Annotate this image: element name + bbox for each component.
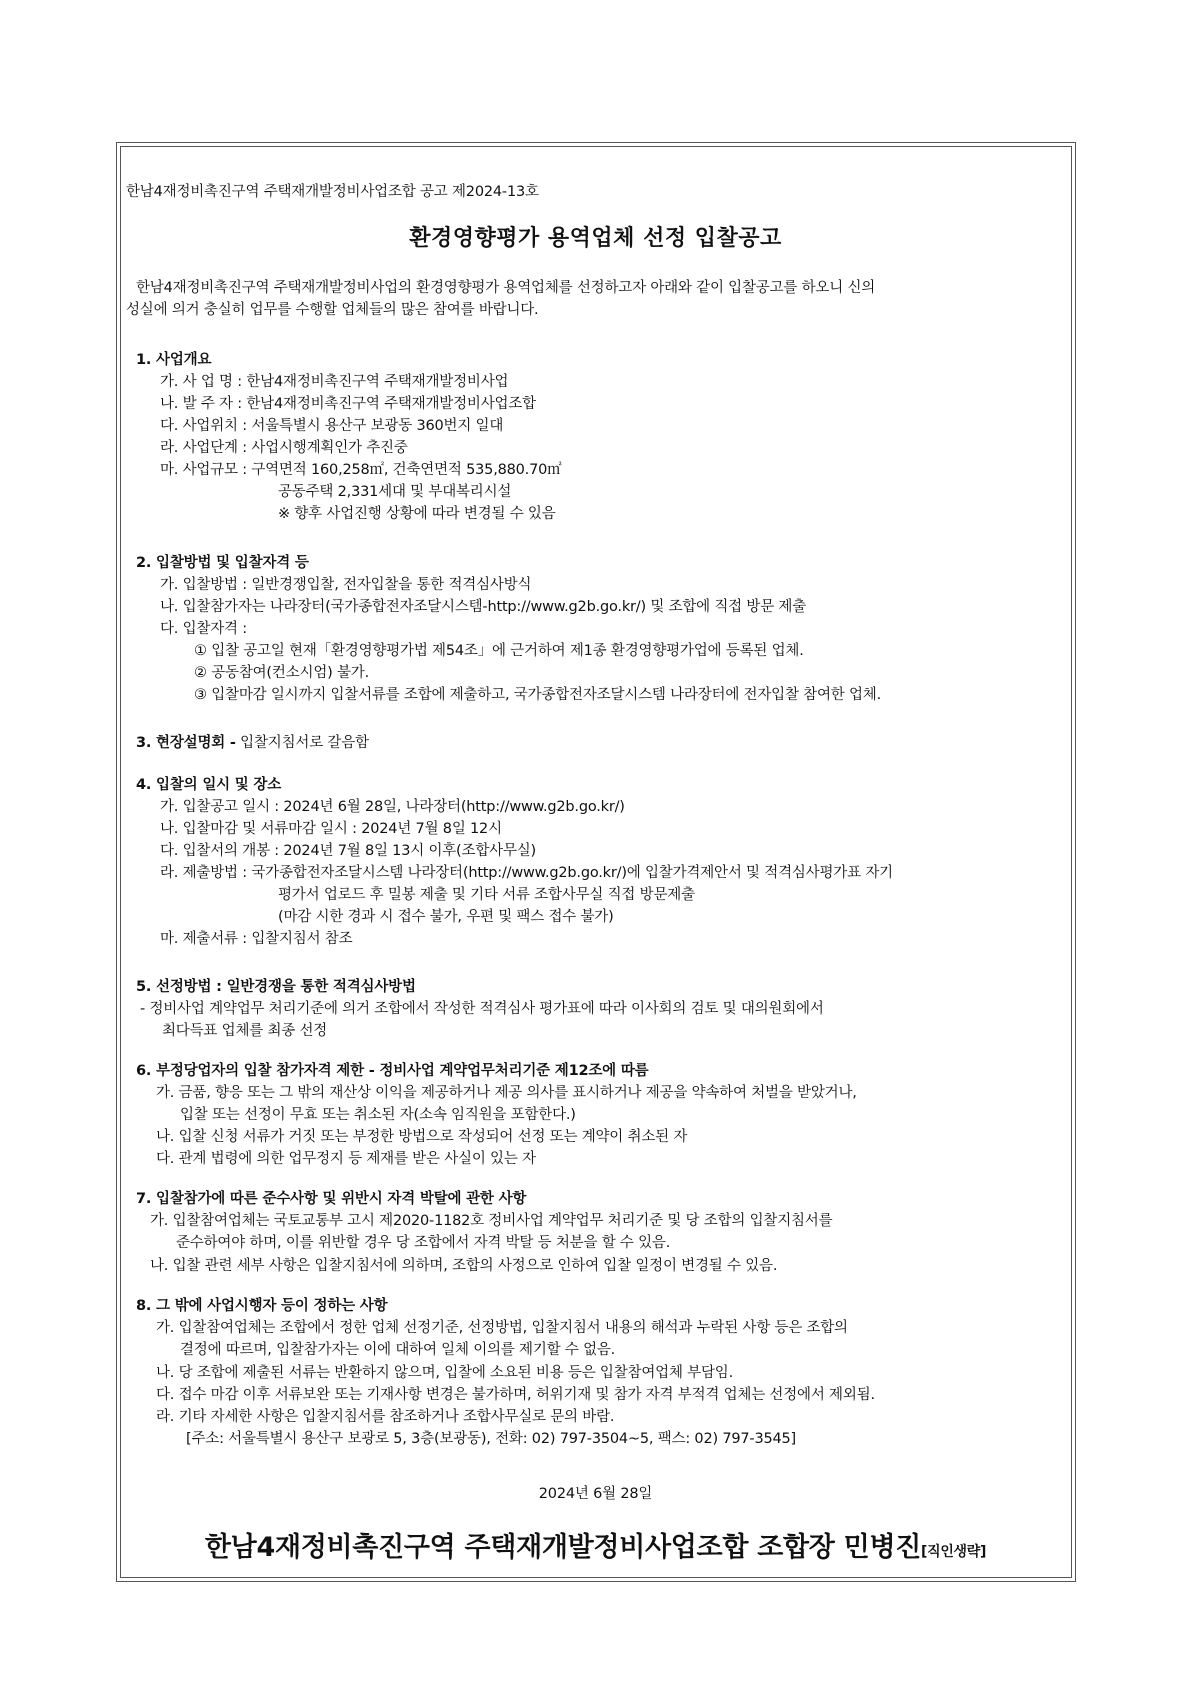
- section-1-item: 마. 사업규모 : 구역면적 160,258㎡, 건축연면적 535,880.70㎡: [160, 462, 562, 478]
- section-1-item: 라. 사업단계 : 사업시행계획인가 추진중: [160, 440, 408, 456]
- section-2-item: 가. 입찰방법 : 일반경쟁입찰, 전자입찰을 통한 적격심사방식: [160, 577, 532, 593]
- section-5-item: - 정비사업 계약업무 처리기준에 의거 조합에서 작성한 적격심사 평가표에 따라 이사회의 검토 및 대의원회에서: [140, 1001, 824, 1017]
- section-1-item: 가. 사 업 명 : 한남4재정비촉진구역 주택재개발정비사업: [160, 374, 509, 390]
- section-8-item: 다. 접수 마감 이후 서류보완 또는 기재사항 변경은 불가하며, 허위기재 및 참가 자격 부적격 업체는 선정에서 제외됨.: [156, 1387, 875, 1403]
- section-1-item: 공동주택 2,331세대 및 부대복리시설: [278, 484, 512, 500]
- section-1-note: ※ 향후 사업진행 상황에 따라 변경될 수 있음: [278, 506, 556, 522]
- signature-name: 한남4재정비촉진구역 주택재개발정비사업조합 조합장 민병진: [204, 1532, 922, 1563]
- section-4-item: 다. 입찰서의 개봉 : 2024년 7월 8일 13시 이후(조합사무실): [160, 843, 537, 859]
- section-6-heading: 6. 부정당업자의 입찰 참가자격 제한 - 정비사업 계약업무처리기준 제12조에 따름: [136, 1063, 649, 1079]
- section-8-item: 나. 당 조합에 제출된 서류는 반환하지 않으며, 입찰에 소요된 비용 등은 입찰참여업체 부담임.: [156, 1365, 733, 1381]
- notice-title: 환경영향평가 용역업체 선정 입찰공고: [409, 226, 782, 251]
- section-6-item: 나. 입찰 신청 서류가 거짓 또는 부정한 방법으로 작성되어 선정 또는 계약이 취소된 자: [156, 1129, 688, 1145]
- section-8-heading: 8. 그 밖에 사업시행자 등이 정하는 사항: [136, 1298, 388, 1314]
- section-2-subitem: ③ 입찰마감 일시까지 입찰서류를 조합에 제출하고, 국가종합전자조달시스템 나라장터에 전자입찰 참여한 업체.: [194, 687, 882, 703]
- intro-line-2: 성실에 의거 충실히 업무를 수행할 업체들의 많은 참여를 바랍니다.: [126, 302, 539, 318]
- notice-number: 한남4재정비촉진구역 주택재개발정비사업조합 공고 제2024-13호: [126, 184, 539, 200]
- signature: [0, 1530, 1191, 1570]
- section-7-heading: 7. 입찰참가에 따른 준수사항 및 위반시 자격 박탈에 관한 사항: [136, 1191, 527, 1207]
- section-6-item: 다. 관계 법령에 의한 업무정지 등 제재를 받은 사실이 있는 자: [156, 1151, 536, 1167]
- section-3-text: 입찰지침서로 갈음함: [240, 735, 369, 751]
- section-2-item: 나. 입찰참가자는 나라장터(국가종합전자조달시스템-http://www.g2b.go.kr/) 및 조합에 직접 방문 제출: [160, 599, 807, 615]
- notice-date: 2024년 6월 28일: [538, 1486, 653, 1502]
- section-1-item: 다. 사업위치 : 서울특별시 용산구 보광동 360번지 일대: [160, 418, 504, 434]
- section-2-subitem: ① 입찰 공고일 현재「환경영향평가법 제54조」에 근거하여 제1종 환경영향평가업에 등록된 업체.: [194, 643, 804, 659]
- section-1-heading: 1. 사업개요: [136, 352, 212, 368]
- section-4-item: 나. 입찰마감 및 서류마감 일시 : 2024년 7월 8일 12시: [160, 821, 502, 837]
- section-6-item: 입찰 또는 선정이 무효 또는 취소된 자(소속 임직원을 포함한다.): [180, 1107, 576, 1123]
- section-4-item: (마감 시한 경과 시 접수 불가, 우편 및 팩스 접수 불가): [278, 909, 614, 925]
- section-8-item: 라. 기타 자세한 사항은 입찰지침서를 참조하거나 조합사무실로 문의 바람.: [156, 1409, 615, 1425]
- section-4-item: 평가서 업로드 후 밀봉 제출 및 기타 서류 조합사무실 직접 방문제출: [278, 887, 695, 903]
- section-4-item: 라. 제출방법 : 국가종합전자조달시스템 나라장터(http://www.g2b.go.kr/)에 입찰가격제안서 및 적격심사평가표 자기: [160, 865, 893, 881]
- section-4-heading: 4. 입찰의 일시 및 장소: [136, 777, 282, 793]
- seal-note: [직인생략]: [921, 1544, 987, 1560]
- section-7-item: 가. 입찰참여업체는 국토교통부 고시 제2020-1182호 정비사업 계약업무 처리기준 및 당 조합의 입찰지침서를: [150, 1213, 833, 1229]
- section-2-heading: 2. 입찰방법 및 입찰자격 등: [136, 555, 309, 571]
- section-5-item: 최다득표 업체를 최종 선정: [162, 1023, 328, 1039]
- section-8-item: 가. 입찰참여업체는 조합에서 정한 업체 선정기준, 선정방법, 입찰지침서 내용의 해석과 누락된 사항 등은 조합의: [156, 1320, 848, 1336]
- section-3: [136, 733, 369, 753]
- section-6-item: 가. 금품, 향응 또는 그 밖의 재산상 이익을 제공하거나 제공 의사를 표시하거나 제공을 약속하여 처벌을 받았거나,: [156, 1085, 857, 1101]
- section-4-item: 가. 입찰공고 일시 : 2024년 6월 28일, 나라장터(http://www.g2b.go.kr/): [160, 799, 625, 815]
- section-7-item: 준수하여야 하며, 이를 위반할 경우 당 조합에서 자격 박탈 등 처분을 할 수 있음.: [176, 1235, 671, 1251]
- section-7-item: 나. 입찰 관련 세부 사항은 입찰지침서에 의하며, 조합의 사정으로 인하여 입찰 일정이 변경될 수 있음.: [150, 1258, 778, 1274]
- section-2-item: 다. 입찰자격 :: [160, 621, 247, 637]
- contact-address: [주소: 서울특별시 용산구 보광로 5, 3층(보광동), 전화: 02) 797-3504~5, 팩스: 02) 797-3545]: [186, 1431, 797, 1447]
- section-1-item: 나. 발 주 자 : 한남4재정비촉진구역 주택재개발정비사업조합: [160, 396, 536, 412]
- section-8-item: 결정에 따르며, 입찰참가자는 이에 대하여 일체 이의를 제기할 수 없음.: [180, 1342, 616, 1358]
- section-2-subitem: ② 공동참여(컨소시엄) 불가.: [194, 665, 370, 681]
- section-3-heading: 3. 현장설명회 -: [136, 735, 236, 751]
- section-4-item: 마. 제출서류 : 입찰지침서 참조: [160, 931, 353, 947]
- intro-line-1: 한남4재정비촉진구역 주택재개발정비사업의 환경영향평가 용역업체를 선정하고자 아래와 같이 입찰공고를 하오니 신의: [136, 280, 876, 296]
- section-5-heading: 5. 선정방법 : 일반경쟁을 통한 적격심사방법: [136, 979, 416, 995]
